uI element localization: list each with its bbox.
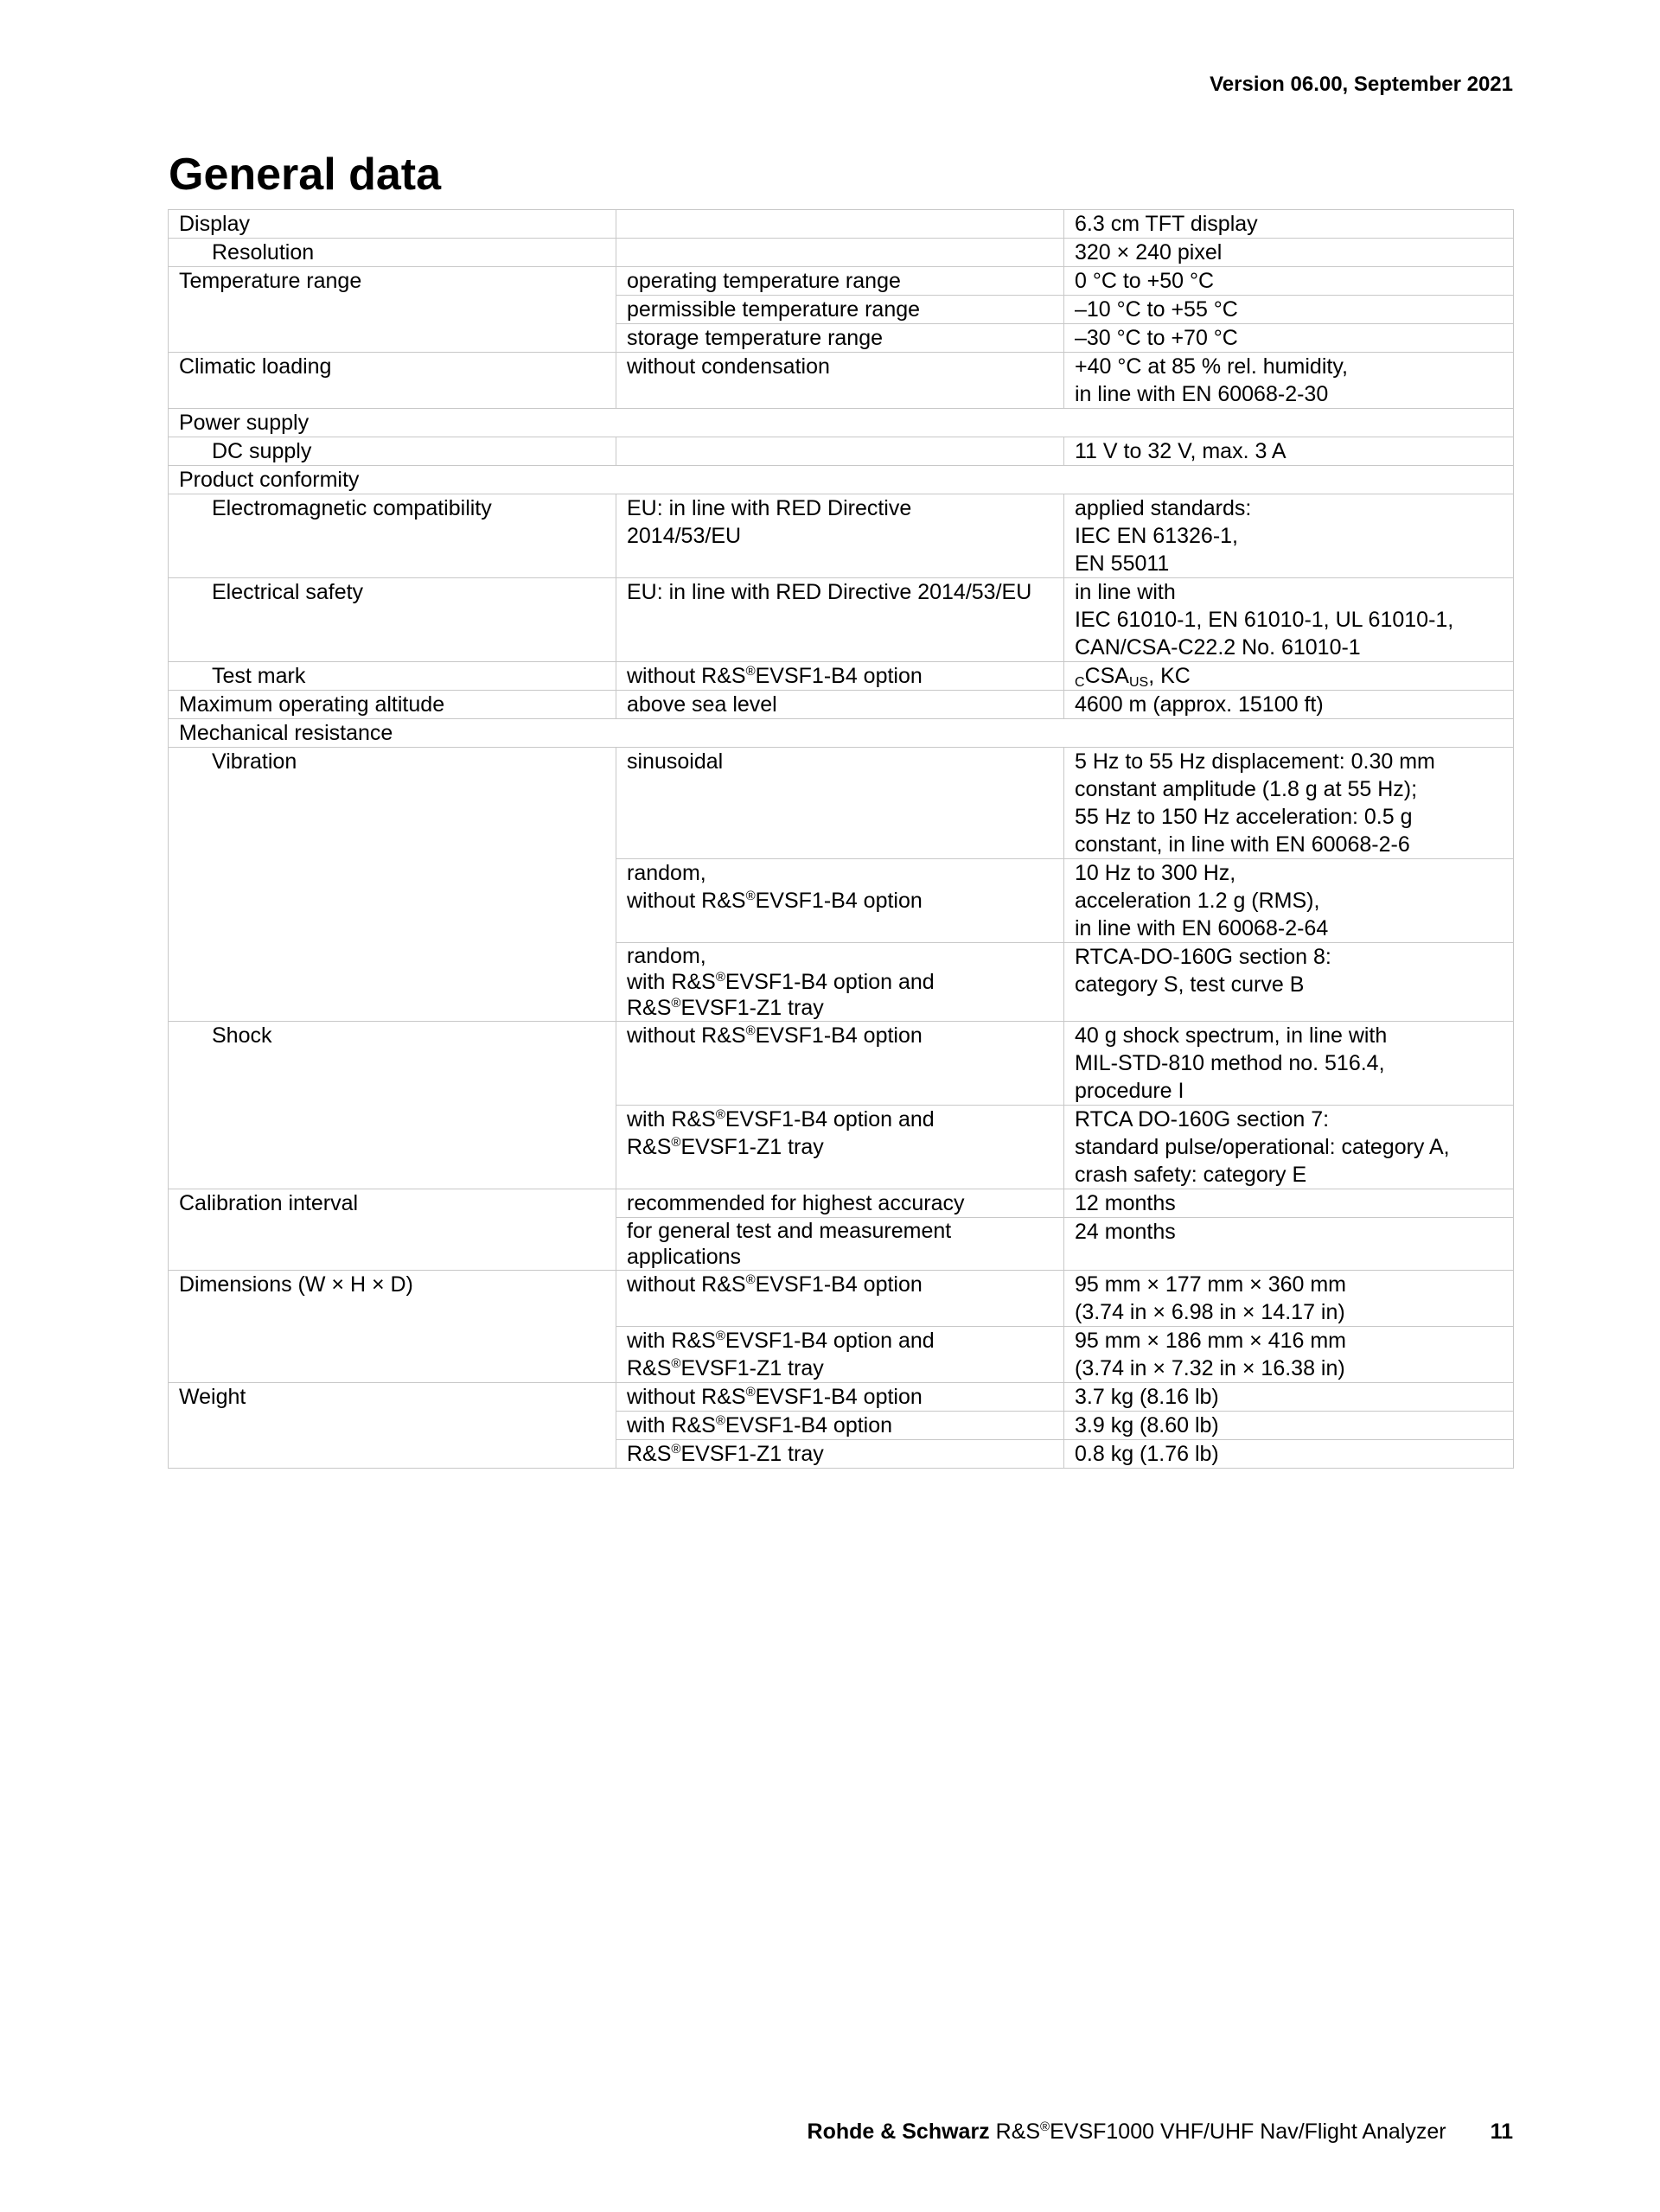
value-line: IEC EN 61326-1, — [1075, 524, 1238, 548]
spec-label: Climatic loading — [169, 353, 616, 409]
table-row — [169, 210, 1514, 239]
spec-condition: R&S®EVSF1-Z1 tray — [616, 1440, 1064, 1469]
spec-condition: random, without R&S®EVSF1-B4 option — [616, 859, 1064, 943]
spec-condition: operating temperature range — [616, 267, 1064, 296]
spec-label: Electrical safety — [169, 578, 616, 662]
spec-condition — [616, 239, 1064, 267]
page-footer — [808, 2120, 1513, 2145]
spec-value: 11 V to 32 V, max. 3 A — [1064, 437, 1514, 466]
condition-line: 2014/53/EU — [627, 524, 742, 548]
spec-value: 0.8 kg (1.76 lb) — [1064, 1440, 1514, 1469]
spec-label: Vibration — [169, 748, 616, 1022]
section-label: Mechanical resistance — [169, 719, 1514, 748]
spec-value: 320 × 240 pixel — [1064, 239, 1514, 267]
spec-condition — [616, 494, 1064, 578]
section-label: Product conformity — [169, 466, 1514, 494]
spec-condition: storage temperature range — [616, 324, 1064, 353]
value-line: EN 55011 — [1075, 551, 1170, 576]
spec-value: –30 °C to +70 °C — [1064, 324, 1514, 353]
spec-condition: sinusoidal — [616, 748, 1064, 859]
spec-condition: with R&S®EVSF1-B4 option and R&S®EVSF1-Z1 tray — [616, 1327, 1064, 1383]
spec-value: CCSAUS, KC — [1064, 662, 1514, 691]
value-line: CAN/CSA-C22.2 No. 61010-1 — [1075, 635, 1361, 660]
footer-brand: Rohde & Schwarz — [807, 2120, 990, 2144]
spec-condition: EU: in line with RED Directive 2014/53/EU — [616, 578, 1064, 662]
spec-label: Maximum operating altitude — [169, 691, 616, 719]
table-row — [169, 719, 1514, 748]
spec-condition: with R&S®EVSF1-B4 option — [616, 1412, 1064, 1440]
spec-value — [1064, 353, 1514, 409]
spec-label: Test mark — [169, 662, 616, 691]
spec-value: 6.3 cm TFT display — [1064, 210, 1514, 239]
spec-value: 0 °C to +50 °C — [1064, 267, 1514, 296]
table-row — [169, 1271, 1514, 1327]
value-line: applied standards: — [1075, 496, 1252, 520]
spec-value: 12 months — [1064, 1189, 1514, 1218]
table-row — [169, 578, 1514, 662]
table-row — [169, 1189, 1514, 1218]
spec-value: 95 mm × 186 mm × 416 mm (3.74 in × 7.32 in × 16.38 in) — [1064, 1327, 1514, 1383]
spec-value: 3.7 kg (8.16 lb) — [1064, 1383, 1514, 1412]
spec-condition: with R&S®EVSF1-B4 option and R&S®EVSF1-Z1 tray — [616, 1106, 1064, 1189]
spec-value — [1064, 494, 1514, 578]
spec-value: –10 °C to +55 °C — [1064, 296, 1514, 324]
spec-condition: without R&S®EVSF1-B4 option — [616, 662, 1064, 691]
spec-value: 10 Hz to 300 Hz, acceleration 1.2 g (RMS), in line with EN 60068-2-64 — [1064, 859, 1514, 943]
spec-label: Display — [169, 210, 616, 239]
spec-value: 95 mm × 177 mm × 360 mm (3.74 in × 6.98 in × 14.17 in) — [1064, 1271, 1514, 1327]
table-row — [169, 748, 1514, 859]
table-row — [169, 466, 1514, 494]
spec-value: 24 months — [1064, 1218, 1514, 1271]
spec-condition: without condensation — [616, 353, 1064, 409]
general-data-table — [168, 209, 1514, 1469]
section-label: Power supply — [169, 409, 1514, 437]
table-row — [169, 437, 1514, 466]
spec-label: Weight — [169, 1383, 616, 1469]
spec-value: 40 g shock spectrum, in line with MIL-STD-810 method no. 516.4, procedure I — [1064, 1022, 1514, 1106]
spec-condition: permissible temperature range — [616, 296, 1064, 324]
condition-line: EU: in line with RED Directive — [627, 496, 912, 520]
spec-label: Resolution — [169, 239, 616, 267]
spec-label: Temperature range — [169, 267, 616, 353]
spec-condition: recommended for highest accuracy — [616, 1189, 1064, 1218]
spec-condition — [616, 437, 1064, 466]
table-row — [169, 409, 1514, 437]
spec-label: Calibration interval — [169, 1189, 616, 1271]
value-line: IEC 61010-1, EN 61010-1, UL 61010-1, — [1075, 608, 1454, 632]
spec-label: Electromagnetic compatibility — [169, 494, 616, 578]
spec-value: RTCA DO-160G section 7: standard pulse/operational: category A, crash safety: category E — [1064, 1106, 1514, 1189]
footer-product: R&S®EVSF1000 VHF/UHF Nav/Flight Analyzer — [995, 2120, 1446, 2144]
spec-value: 4600 m (approx. 15100 ft) — [1064, 691, 1514, 719]
spec-condition: without R&S®EVSF1-B4 option — [616, 1383, 1064, 1412]
spec-value: RTCA-DO-160G section 8: category S, test curve B — [1064, 943, 1514, 1022]
spec-condition: above sea level — [616, 691, 1064, 719]
spec-condition — [616, 210, 1064, 239]
table-row — [169, 353, 1514, 409]
spec-label: Dimensions (W × H × D) — [169, 1271, 616, 1383]
table-row — [169, 494, 1514, 578]
spec-value: 3.9 kg (8.60 lb) — [1064, 1412, 1514, 1440]
page-number: 11 — [1490, 2120, 1513, 2144]
table-row — [169, 691, 1514, 719]
table-row — [169, 239, 1514, 267]
table-row — [169, 1022, 1514, 1106]
table-row — [169, 267, 1514, 296]
value-line: in line with — [1075, 580, 1176, 604]
value-line: +40 °C at 85 % rel. humidity, — [1075, 354, 1348, 379]
spec-label: DC supply — [169, 437, 616, 466]
version-label: Version 06.00, September 2021 — [1210, 73, 1513, 96]
spec-condition: for general test and measurement applications — [616, 1218, 1064, 1271]
value-line: in line with EN 60068-2-30 — [1075, 382, 1329, 406]
spec-condition: random, with R&S®EVSF1-B4 option and R&S®EVSF1-Z1 tray — [616, 943, 1064, 1022]
page-title: General data — [169, 150, 442, 200]
table-row — [169, 1383, 1514, 1412]
spec-label: Shock — [169, 1022, 616, 1189]
table-row — [169, 662, 1514, 691]
spec-value — [1064, 578, 1514, 662]
spec-condition: without R&S®EVSF1-B4 option — [616, 1271, 1064, 1327]
spec-condition: without R&S®EVSF1-B4 option — [616, 1022, 1064, 1106]
spec-value: 5 Hz to 55 Hz displacement: 0.30 mm constant amplitude (1.8 g at 55 Hz); 55 Hz to 150 Hz acceleration: 0.5 g constant, in line with EN 60068-2-6 — [1064, 748, 1514, 859]
